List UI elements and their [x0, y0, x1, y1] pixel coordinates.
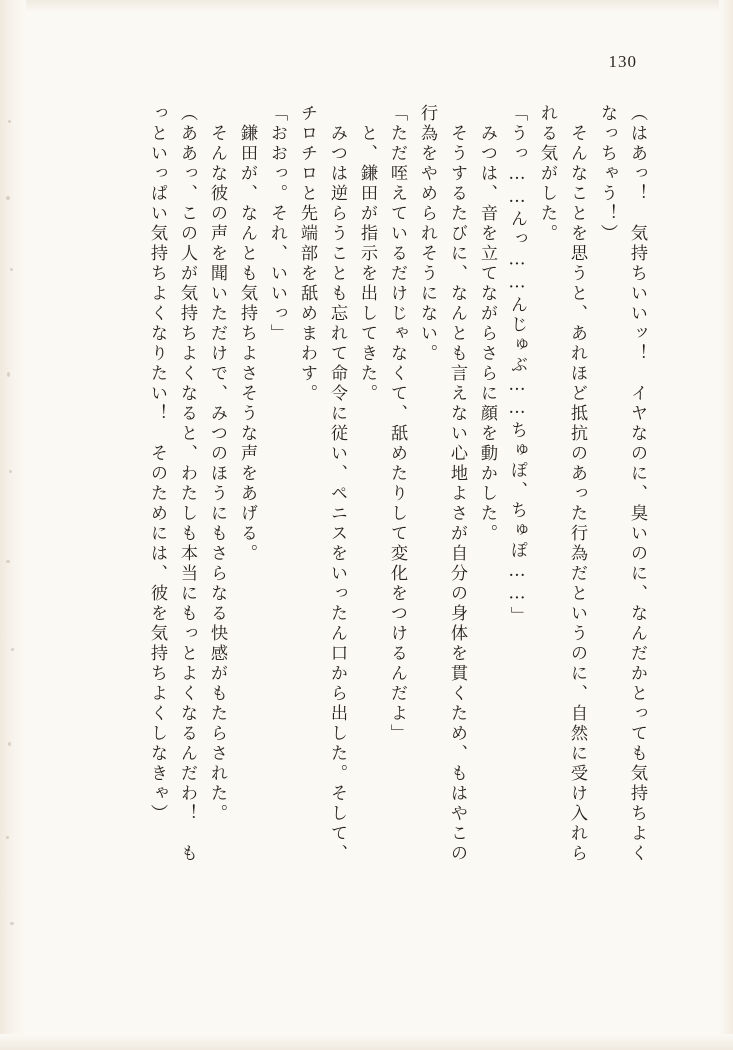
text-line: みつは、音を立てながらさらに顔を動かした。 [477, 104, 497, 544]
text-line: 鎌田が、なんとも気持ちよさそうな声をあげる。 [237, 104, 257, 564]
text-line: 行為をやめられそうにない。 [417, 104, 437, 364]
scan-speck [6, 196, 10, 200]
scan-speck [10, 922, 14, 925]
text-line: と、鎌田が指示を出してきた。 [357, 104, 377, 404]
text-line: そんなことを思うと、あれほど抵抗のあった行為だというのに、自然に受け入れら [567, 104, 587, 864]
scan-speck [6, 836, 9, 839]
scan-gutter-shade [0, 0, 26, 1050]
text-line: れる気がした。 [537, 104, 557, 244]
text-line: （ああっ、この人が気持ちよくなると、わたしも本当にもっとよくなるんだわ！ も [177, 104, 197, 864]
scan-speck [9, 470, 12, 473]
scan-speck [8, 120, 11, 123]
text-line: そうするたびに、なんとも言えない心地よさが自分の身体を貫くため、もはやこの [447, 104, 467, 864]
scan-speck [10, 268, 13, 271]
text-line: みつは逆らうことも忘れて命令に従い、ペニスをいったん口から出した。そして、 [327, 104, 347, 864]
body-text-block [92, 104, 645, 984]
text-line: チロチロと先端部を舐めまわす。 [297, 104, 317, 404]
scan-speck [8, 742, 11, 746]
text-line: 「うっ……んっ……んじゅぶ……ちゅぽ、ちゅぽ……」 [507, 104, 527, 627]
scan-edge-bottom [0, 1034, 733, 1050]
page-number: 130 [608, 52, 637, 71]
text-line: なっちゃう！） [597, 104, 617, 244]
text-line: そんな彼の声を聞いただけで、みつのほうにもさらなる快感がもたらされた。 [207, 104, 227, 824]
scan-speck [7, 372, 10, 377]
scan-edge-top [0, 0, 733, 12]
text-line: （はあっ！ 気持ちいいッ！ イヤなのに、臭いのに、なんだかとっても気持ちよく [627, 104, 647, 864]
scan-speck [6, 560, 10, 563]
text-line: 「おおっ。それ、いいっ」 [267, 104, 287, 344]
scan-edge-right [719, 0, 733, 1050]
text-line: 「ただ咥えているだけじゃなくて、舐めたりして変化をつけるんだよ」 [387, 104, 407, 744]
text-line: っといっぱい気持ちよくなりたい！ そのためには、彼を気持ちよくしなきゃ） [147, 104, 167, 824]
scan-speck [11, 648, 14, 651]
